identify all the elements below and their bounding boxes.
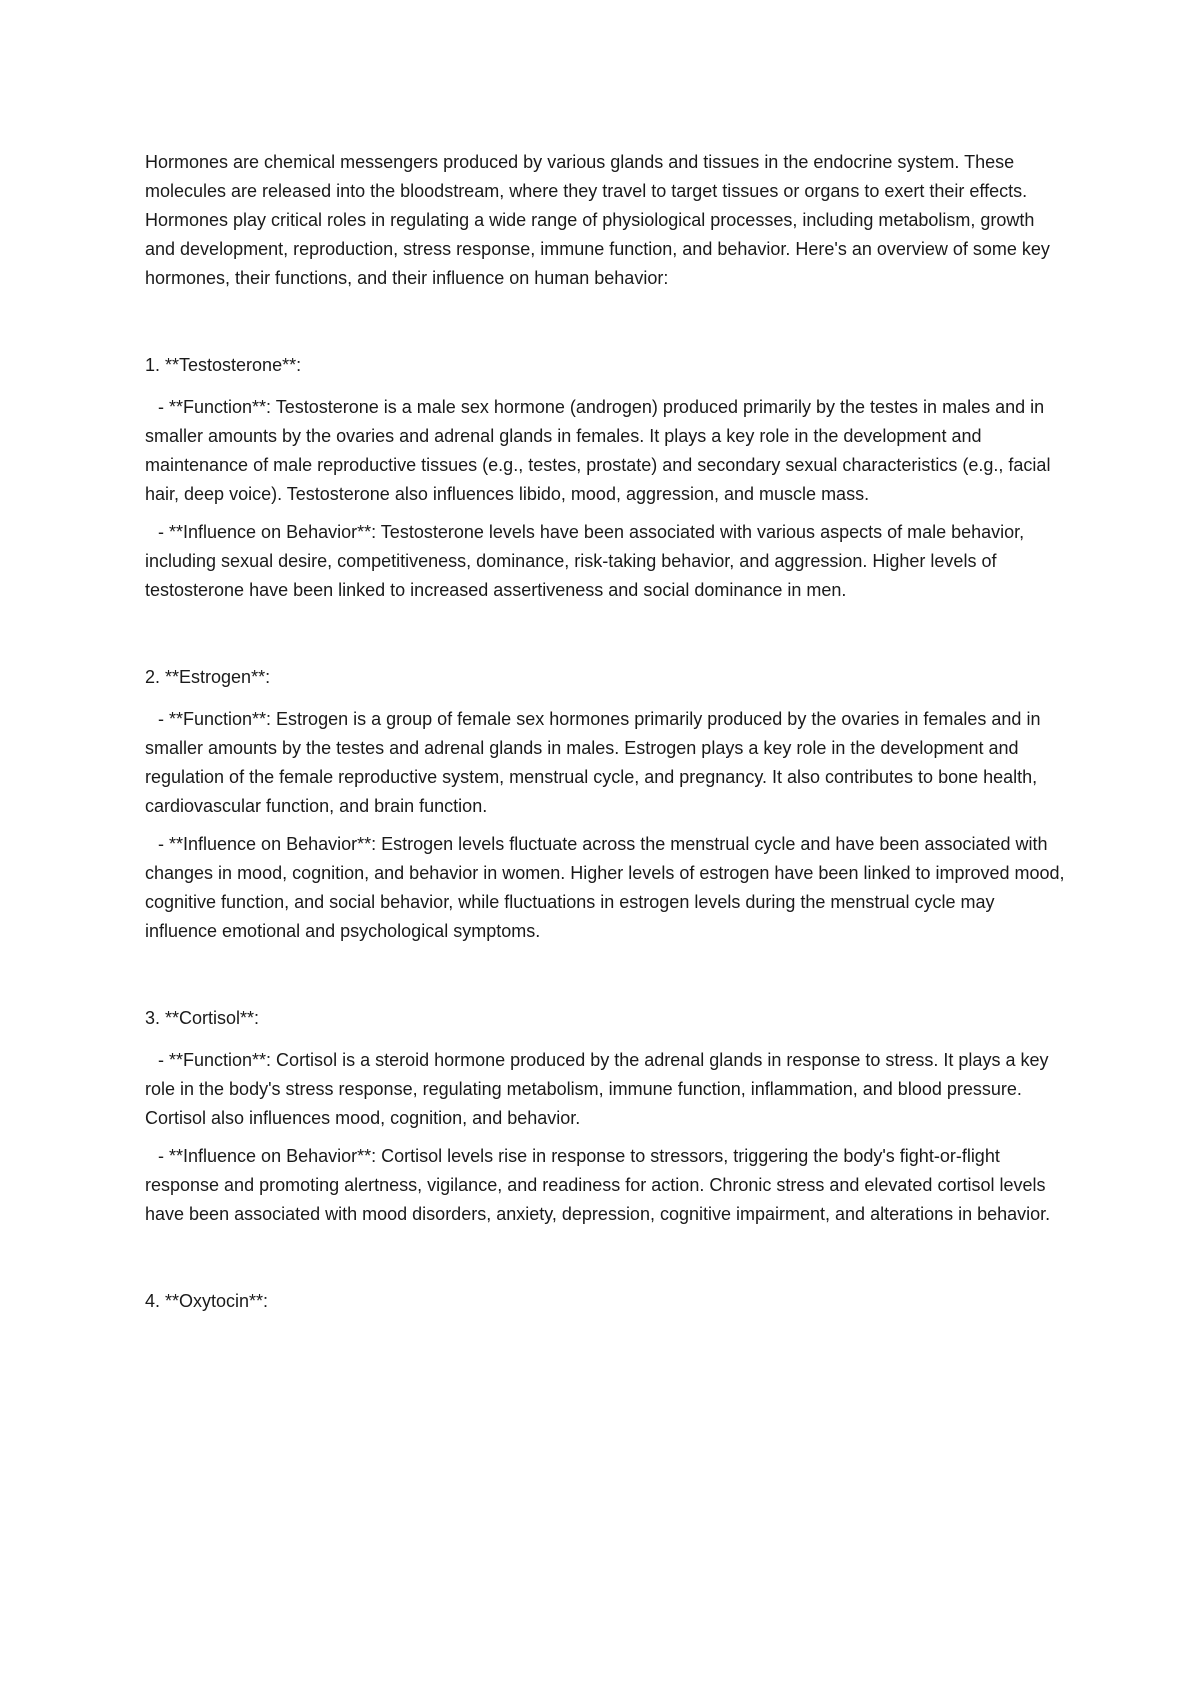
function-paragraph: - **Function**: Estrogen is a group of female sex hormones primarily produced by the ovaries in females and in smaller amounts by the testes and adrenal glands in males. Estrogen plays a key role in the development and regulation of the female reproductive system, menstrual cycle, and pregnancy. It also contributes to bone health, cardiovascular function, and brain function. [145, 709, 1041, 816]
section-cortisol [145, 1004, 1065, 1229]
section-estrogen [145, 663, 1065, 946]
section-testosterone [145, 351, 1065, 605]
intro-paragraph: Hormones are chemical messengers produced by various glands and tissues in the endocrine system. These molecules are released into the bloodstream, where they travel to target tissues or organs to exert their effects. Hormones play critical roles in regulating a wide range of physiological processes, including metabolism, growth and development, reproduction, stress response, immune function, and behavior. Here's an overview of some key hormones, their functions, and their influence on human behavior: [145, 152, 1050, 288]
behavior-paragraph: - **Influence on Behavior**: Cortisol levels rise in response to stressors, triggering the body's fight-or-flight response and promoting alertness, vigilance, and readiness for action. Chronic stress and elevated cortisol levels have been associated with mood disorders, anxiety, depression, cognitive impairment, and alterations in behavior. [145, 1146, 1051, 1224]
section-oxytocin [145, 1287, 1065, 1316]
behavior-paragraph: - **Influence on Behavior**: Estrogen levels fluctuate across the menstrual cycle and have been associated with changes in mood, cognition, and behavior in women. Higher levels of estrogen have been linked to improved mood, cognitive function, and social behavior, while fluctuations in estrogen levels during the menstrual cycle may influence emotional and psychological symptoms. [145, 834, 1065, 941]
section-heading: 3. **Cortisol**: [145, 1008, 260, 1028]
function-paragraph: - **Function**: Testosterone is a male sex hormone (androgen) produced primarily by the testes in males and in smaller amounts by the ovaries and adrenal glands in females. It plays a key role in the development and maintenance of male reproductive tissues (e.g., testes, prostate) and secondary sexual characteristics (e.g., facial hair, deep voice). Testosterone also influences libido, mood, aggression, and muscle mass. [145, 397, 1051, 504]
section-heading: 1. **Testosterone**: [145, 355, 302, 375]
function-paragraph: - **Function**: Cortisol is a steroid hormone produced by the adrenal glands in response to stress. It plays a key role in the body's stress response, regulating metabolism, immune function, inflammation, and blood pressure. Cortisol also influences mood, cognition, and behavior. [145, 1050, 1049, 1128]
document-page [145, 148, 1065, 1329]
section-heading: 2. **Estrogen**: [145, 667, 271, 687]
section-heading: 4. **Oxytocin**: [145, 1291, 269, 1311]
behavior-paragraph: - **Influence on Behavior**: Testosterone levels have been associated with various aspects of male behavior, including sexual desire, competitiveness, dominance, risk-taking behavior, and aggression. Higher levels of testosterone have been linked to increased assertiveness and social dominance in men. [145, 522, 1025, 600]
